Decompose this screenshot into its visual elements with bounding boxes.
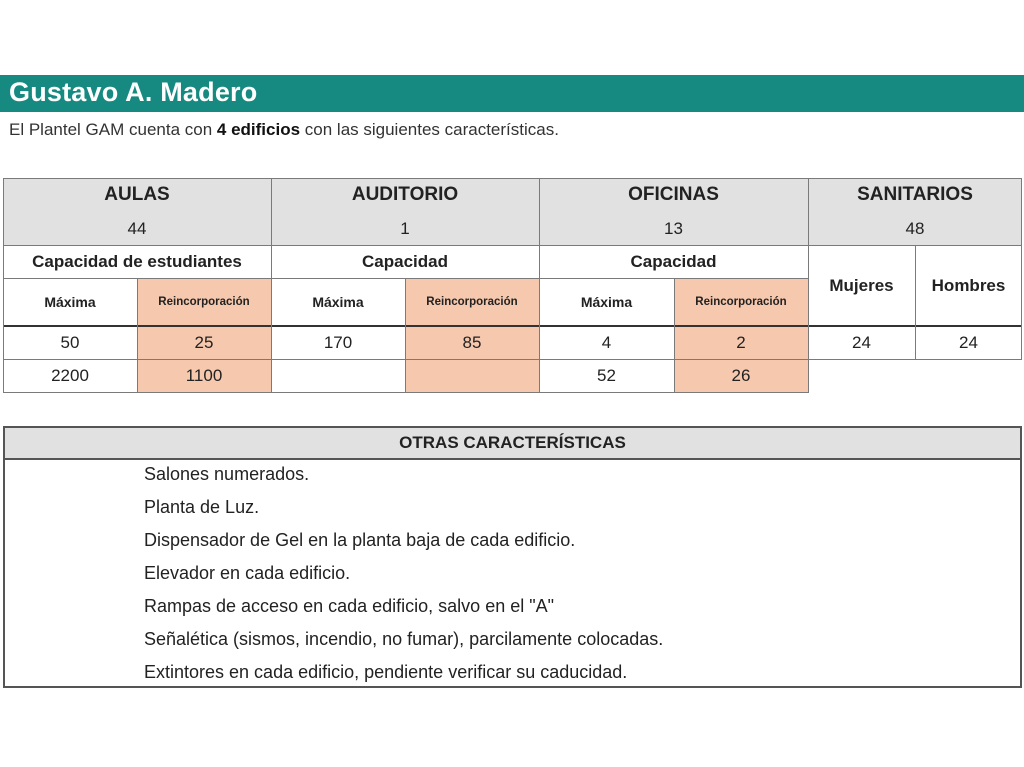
table-cell: 50 — [60, 333, 80, 352]
capacity-label-aulas: Capacidad de estudiantes — [32, 252, 242, 271]
table-cell: 170 — [323, 333, 353, 352]
list-item: Señalética (sismos, incendio, no fumar), parcilamente colocadas. — [144, 629, 664, 649]
table-cell: 4 — [601, 333, 612, 352]
grid-line — [674, 278, 675, 393]
count-oficinas: 13 — [539, 212, 808, 245]
table-cell — [271, 360, 405, 392]
table-cell: 24 — [852, 333, 871, 352]
page-title: Gustavo A. Madero — [9, 77, 258, 107]
count-auditorio: 1 — [271, 212, 539, 245]
grid-line — [1021, 178, 1022, 360]
table-cell: 85 — [405, 327, 539, 359]
list-item: Dispensador de Gel en la planta baja de cada edificio. — [144, 530, 576, 550]
list-item: Planta de Luz. — [144, 497, 260, 517]
intro-text — [9, 120, 559, 140]
grid-line — [3, 178, 1022, 179]
table-cell: 25 — [137, 327, 271, 359]
col-reincorporacion-oficinas: Reincorporación — [674, 279, 808, 325]
grid-line — [405, 278, 406, 393]
col-reincorporacion-auditorio: Reincorporación — [405, 279, 539, 325]
col-maxima-auditorio: Máxima — [312, 294, 364, 310]
col-reincorporacion-aulas: Reincorporación — [137, 279, 271, 325]
table-cell — [405, 360, 539, 392]
title-bar — [0, 75, 1024, 112]
list-item: Salones numerados. — [144, 464, 310, 484]
intro-after: con las siguientes características. — [304, 120, 559, 139]
header-oficinas: OFICINAS — [539, 178, 808, 212]
grid-line — [915, 245, 916, 360]
header-auditorio: AUDITORIO — [271, 178, 539, 212]
grid-line — [3, 245, 1022, 246]
list-item: Elevador en cada edificio. — [144, 563, 351, 583]
table-cell: 1100 — [137, 360, 271, 392]
other-features-heading: OTRAS CARACTERÍSTICAS — [5, 428, 1020, 460]
other-features-box — [3, 426, 1022, 688]
col-hombres: Hombres — [931, 275, 1006, 295]
header-sanitarios: SANITARIOS — [808, 178, 1022, 212]
grid-line — [3, 178, 4, 393]
col-maxima-oficinas: Máxima — [580, 294, 633, 310]
list-item: Extintores en cada edificio, pendiente verificar su caducidad. — [144, 662, 628, 682]
intro-bold: 4 edificios — [216, 120, 301, 139]
table-cell: 52 — [597, 366, 616, 385]
table-cell: 26 — [674, 360, 808, 392]
capacity-label-auditorio: Capacidad — [362, 252, 448, 271]
count-aulas: 44 — [3, 212, 271, 245]
table-cell: 24 — [959, 333, 978, 352]
grid-line — [539, 178, 540, 393]
intro-before: El Plantel GAM cuenta con — [9, 120, 213, 139]
table-cell: 2200 — [51, 366, 89, 385]
capacity-label-oficinas: Capacidad — [630, 252, 717, 271]
table-cell: 2 — [674, 327, 808, 359]
header-aulas: AULAS — [3, 178, 271, 212]
list-item: Rampas de acceso en cada edificio, salvo en el "A" — [144, 596, 555, 616]
grid-line — [271, 178, 272, 393]
count-sanitarios: 48 — [808, 212, 1022, 245]
grid-line — [137, 278, 138, 393]
col-mujeres: Mujeres — [829, 275, 894, 295]
grid-line — [3, 325, 1022, 327]
grid-line — [808, 178, 809, 393]
grid-line — [3, 359, 1022, 360]
col-maxima-aulas: Máxima — [44, 294, 96, 310]
